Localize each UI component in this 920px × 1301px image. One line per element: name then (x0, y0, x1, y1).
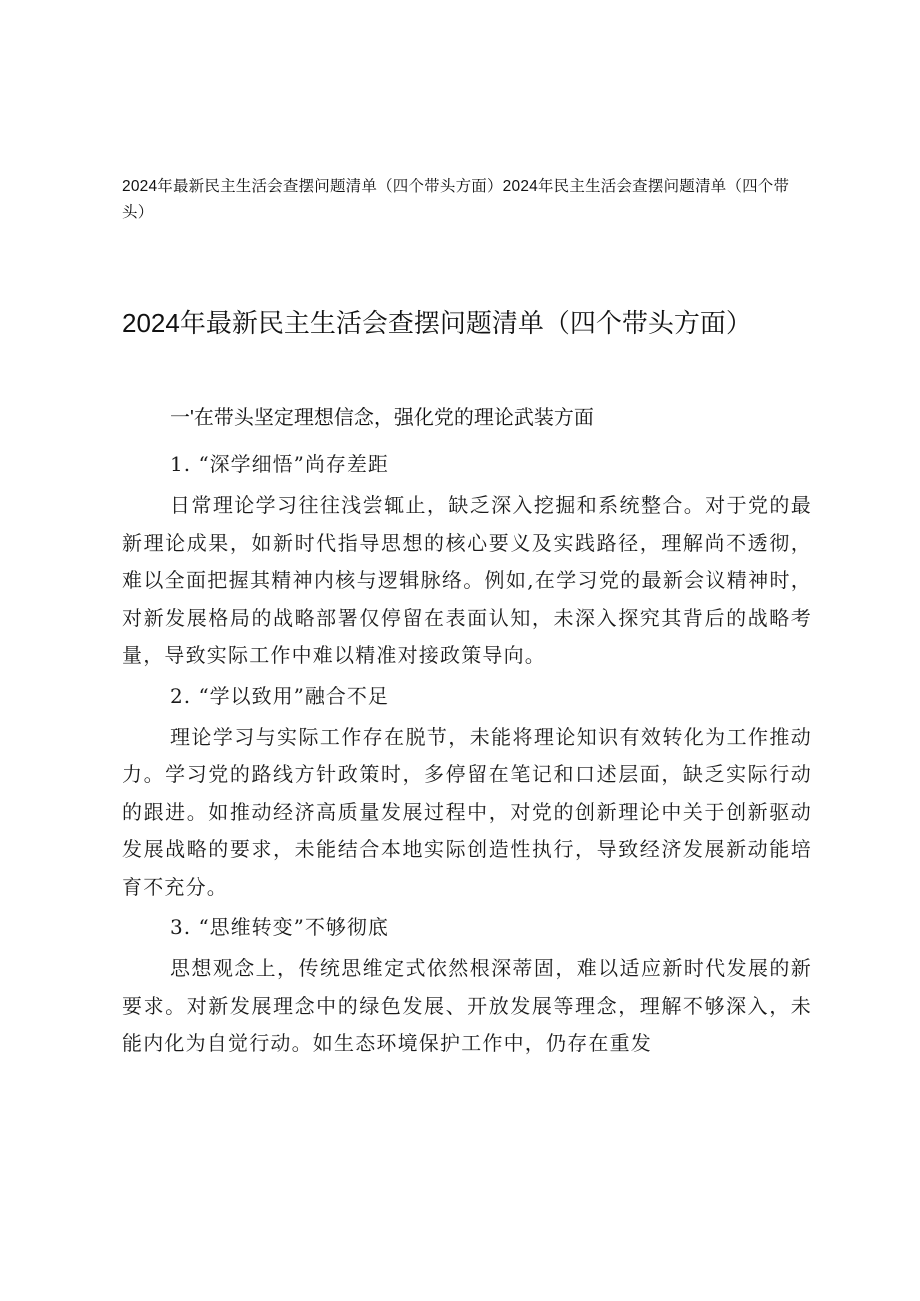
document-body (122, 447, 812, 1063)
item-heading-3: 3. “思维转变”不够彻底 (170, 915, 389, 939)
item-paragraph-1: 日常理论学习往往浅尝辄止，缺乏深入挖掘和系统整合。对于党的最新理论成果，如新时代指导思想的核心要义及实践路径，理解尚不透彻，难以全面把握其精神内核与逻辑脉络。例如,在学习党的最新会议精神时，对新发展格局的战略部署仅停留在表面认知，未深入探究其背后的战略考量，导致实际工作中难以精准对接政策导向。 (122, 493, 812, 667)
item-paragraph-3: 思想观念上，传统思维定式依然根深蒂固，难以适应新时代发展的新要求。对新发展理念中的绿色发展、开放发展等理念，理解不够深入，未能内化为自觉行动。如生态环境保护工作中，仍存在重发 (122, 956, 812, 1055)
item-paragraph-2: 理论学习与实际工作存在脱节，未能将理论知识有效转化为工作推动力。学习党的路线方针政策时，多停留在笔记和口述层面，缺乏实际行动的跟进。如推动经济高质量发展过程中，对党的创新理论中关于创新驱动发展战略的要求，未能结合本地实际创造性执行，导致经济发展新动能培育不充分。 (122, 724, 812, 899)
item-heading-2: 2. “学以致用”融合不足 (170, 683, 389, 708)
document-header-line: 2024年最新民主生活会查摆问题清单（四个带头方面）2024年民主生活会查摆问题清单（四个带头） (122, 178, 790, 221)
item-heading-1: 1. “深学细悟”尚存差距 (170, 452, 389, 476)
document-title: 2024年最新民主生活会查摆问题清单（四个带头方面） (122, 308, 752, 338)
section-heading: 一'在带头坚定理想信念，强化党的理论武装方面 (170, 407, 594, 429)
